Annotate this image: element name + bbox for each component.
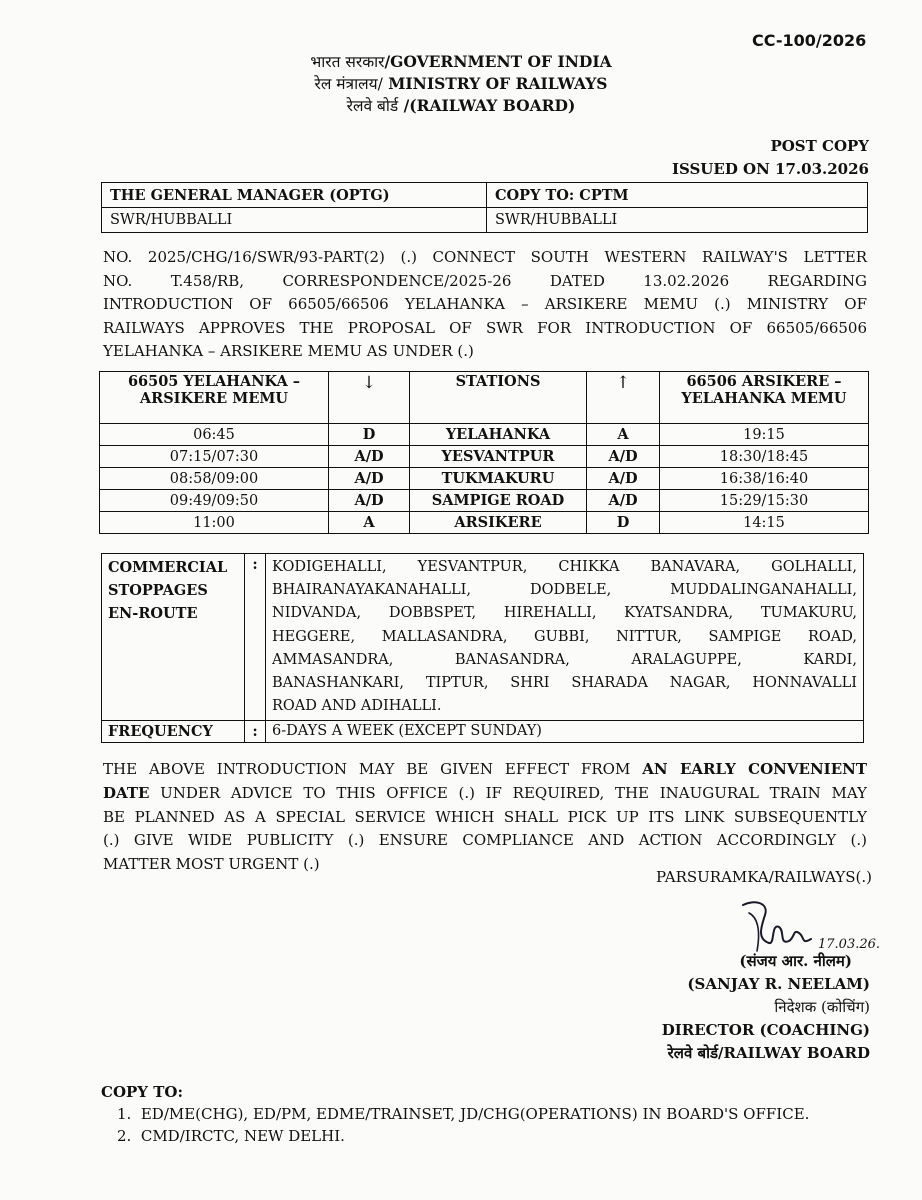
intro-line: RAILWAYS APPROVES THE PROPOSAL OF SWR FOR INTRODUCTION OF 66505/66506 — [103, 318, 867, 337]
station-name: ARSIKERE — [410, 512, 587, 534]
letterhead — [0, 50, 922, 116]
stoppages-table — [101, 553, 864, 743]
signatory-office: रेलवे बोर्ड/RAILWAY BOARD — [667, 1044, 870, 1062]
stoppage-line: KODIGEHALLI, YESVANTPUR, CHIKKA BANAVARA, GOLHALLI, — [272, 559, 857, 575]
header-line3-hindi: रेलवे बोर्ड — [346, 97, 399, 115]
up-time: 14:15 — [660, 512, 869, 534]
down-time: 08:58/09:00 — [100, 468, 329, 490]
closing-paragraph — [103, 758, 867, 877]
station-name: YELAHANKA — [410, 424, 587, 446]
up-code: A/D — [587, 446, 660, 468]
down-train-header: 66505 YELAHANKA – ARSIKERE MEMU — [100, 372, 329, 424]
stoppages-colon: : — [245, 554, 266, 721]
up-code: A/D — [587, 468, 660, 490]
signatory-designation: DIRECTOR (COACHING) — [661, 1021, 870, 1039]
issued-on-date: ISSUED ON 17.03.2026 — [671, 160, 869, 178]
up-code: A — [587, 424, 660, 446]
intro-line: INTRODUCTION OF 66505/66506 YELAHANKA – ARSIKERE MEMU (.) MINISTRY OF — [103, 295, 867, 314]
frequency-label: FREQUENCY — [102, 721, 245, 743]
header-line3-english: /(RAILWAY BOARD) — [398, 96, 576, 115]
intro-line: NO. T.458/RB, CORRESPONDENCE/2025-26 DATED 13.02.2026 REGARDING — [103, 271, 867, 290]
copy-to-item: 2. CMD/IRCTC, NEW DELHI. — [117, 1127, 345, 1145]
up-time: 16:38/16:40 — [660, 468, 869, 490]
intro-paragraph — [103, 246, 867, 364]
stations-header: STATIONS — [410, 372, 587, 424]
up-time: 15:29/15:30 — [660, 490, 869, 512]
down-code: A — [329, 512, 410, 534]
copy-to-section — [101, 1081, 809, 1147]
table-row — [100, 512, 869, 534]
up-time: 18:30/18:45 — [660, 446, 869, 468]
down-code: A/D — [329, 446, 410, 468]
stoppage-line: ROAD AND ADIHALLI. — [272, 698, 442, 715]
down-code: A/D — [329, 468, 410, 490]
stoppage-line: BANASHANKARI, TIPTUR, SHRI SHARADA NAGAR, HONNAVALLI — [272, 675, 857, 692]
station-name: YESVANTPUR — [410, 446, 587, 468]
signatory-block — [662, 950, 870, 1065]
timetable — [99, 371, 869, 534]
stoppage-line: NIDVANDA, DOBBSPET, HIREHALLI, KYATSANDRA, TUMAKURU, — [272, 605, 857, 622]
closing-text: BE PLANNED AS A SPECIAL SERVICE WHICH SHALL PICK UP ITS LINK SUBSEQUENTLY — [103, 807, 867, 826]
up-code: D — [587, 512, 660, 534]
to-label: THE GENERAL MANAGER (OPTG) — [102, 183, 487, 208]
intro-line: NO. 2025/CHG/16/SWR/93-PART(2) (.) CONNECT SOUTH WESTERN RAILWAY'S LETTER — [103, 248, 867, 266]
down-arrow: ↓ — [329, 372, 410, 424]
closing-text: UNDER ADVICE TO THIS OFFICE (.) IF REQUIRED, THE INAUGURAL TRAIN MAY — [149, 783, 867, 802]
down-code: D — [329, 424, 410, 446]
post-copy-label: POST COPY — [770, 137, 869, 155]
signatory-designation-hindi: निदेशक (कोचिंग) — [774, 998, 870, 1016]
copy-to-item: 1. ED/ME(CHG), ED/PM, EDME/TRAINSET, JD/CHG(OPERATIONS) IN BOARD'S OFFICE. — [117, 1105, 810, 1123]
station-name: SAMPIGE ROAD — [410, 490, 587, 512]
down-time: 06:45 — [100, 424, 329, 446]
table-row — [100, 468, 869, 490]
signatory-name: (SANJAY R. NEELAM) — [687, 975, 870, 993]
up-train-header: 66506 ARSIKERE – YELAHANKA MEMU — [660, 372, 869, 424]
signatory-name-hindi: (संजय आर. नीलम) — [739, 952, 852, 970]
table-row — [100, 490, 869, 512]
down-time: 09:49/09:50 — [100, 490, 329, 512]
closing-emphasis: DATE — [103, 783, 150, 802]
up-code: A/D — [587, 490, 660, 512]
up-arrow: ↑ — [587, 372, 660, 424]
frequency-colon: : — [245, 721, 266, 743]
stoppages-label: COMMERCIAL STOPPAGES EN-ROUTE — [102, 554, 245, 721]
frequency-value: 6-DAYS A WEEK (EXCEPT SUNDAY) — [266, 721, 864, 743]
copy-to-label: COPY TO: CPTM — [487, 183, 868, 208]
stoppage-line: HEGGERE, MALLASANDRA, GUBBI, NITTUR, SAMPIGE ROAD, — [272, 628, 857, 645]
copy-place: SWR/HUBBALLI — [487, 208, 868, 233]
reference-number: CC-100/2026 — [752, 31, 867, 50]
stoppage-line: AMMASANDRA, BANASANDRA, ARALAGUPPE, KARDI, — [272, 651, 857, 668]
down-time: 11:00 — [100, 512, 329, 534]
down-time: 07:15/07:30 — [100, 446, 329, 468]
closing-text: MATTER MOST URGENT (.) — [103, 855, 320, 874]
table-row — [100, 424, 869, 446]
closing-emphasis: AN EARLY CONVENIENT — [642, 760, 867, 778]
copy-to-title: COPY TO: — [101, 1083, 183, 1101]
header-line1-hindi: भारत सरकार — [310, 53, 385, 71]
stoppage-line: BHAIRANAYAKANAHALLI, DODBELE, MUDDALINGANAHALLI, — [272, 582, 857, 599]
telegraphic-address: PARSURAMKA/RAILWAYS(.) — [656, 868, 872, 886]
closing-text: THE ABOVE INTRODUCTION MAY BE GIVEN EFFECT FROM — [103, 760, 643, 778]
table-row — [100, 446, 869, 468]
intro-line: YELAHANKA – ARSIKERE MEMU AS UNDER (.) — [103, 342, 474, 361]
signature-date: 17.03.26. — [818, 937, 881, 952]
station-name: TUKMAKURU — [410, 468, 587, 490]
stoppages-list — [266, 554, 864, 721]
closing-text: (.) GIVE WIDE PUBLICITY (.) ENSURE COMPLIANCE AND ACTION ACCORDINGLY (.) — [103, 831, 867, 850]
header-line2-english: MINISTRY OF RAILWAYS — [382, 74, 608, 93]
header-line2-hindi: रेल मंत्रालय/ — [314, 75, 383, 93]
header-line1-english: /GOVERNMENT OF INDIA — [384, 52, 612, 71]
up-time: 19:15 — [660, 424, 869, 446]
to-place: SWR/HUBBALLI — [102, 208, 487, 233]
down-code: A/D — [329, 490, 410, 512]
address-table — [101, 182, 868, 233]
